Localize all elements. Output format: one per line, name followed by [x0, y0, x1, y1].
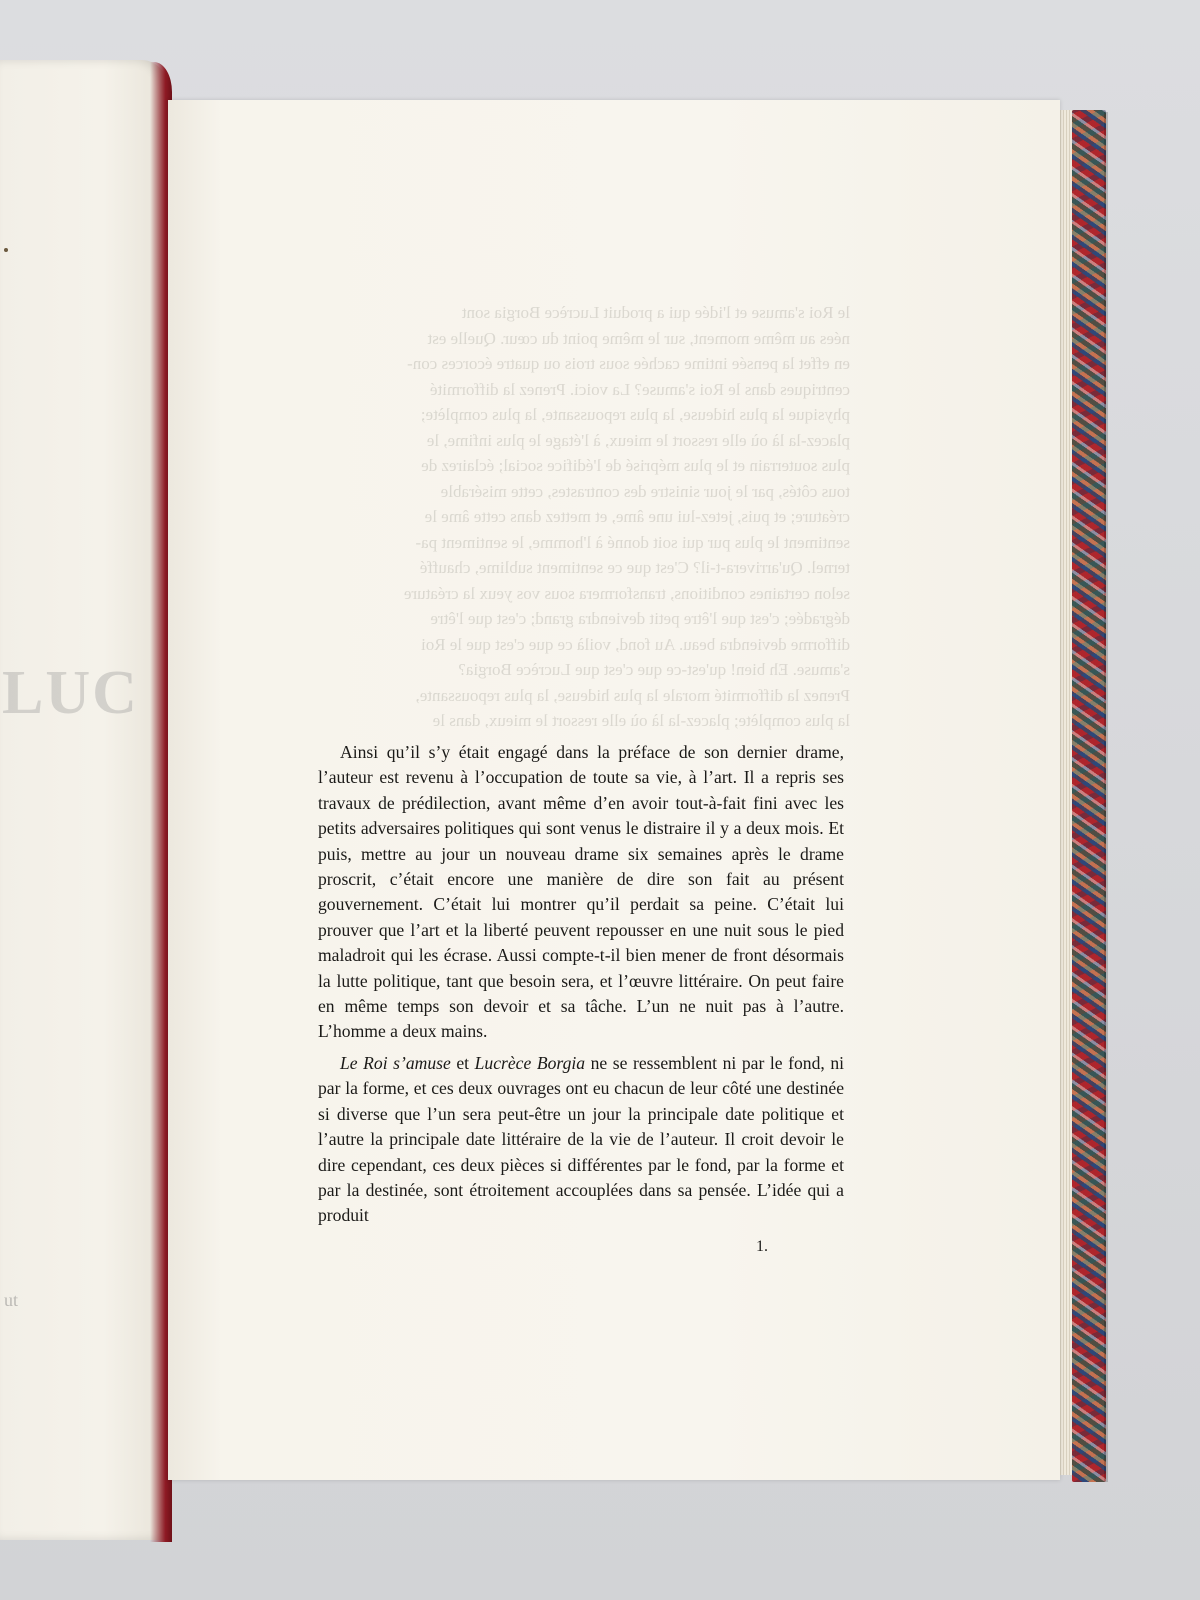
left-page-speck [4, 248, 8, 252]
title-le-roi-samuse: Le Roi s’amuse [340, 1052, 451, 1073]
left-page-ghost-heading: LUC [2, 659, 139, 727]
paragraph-2-rest: ne se ressemblent ni par le fond, ni par la forme, et ces deux ouvrages ont eu chacun de leur côté une destinée si diverse que l’un sera peut-être un jour la principale date politique et l’autre la principale date littéraire de la vie de l’auteur. Il croit devoir le dire cependant, ces deux pièces si différentes par le fond, par la forme et par la destinée, sont étroitement accouplées dans sa pensée. L’idée qui a produit [318, 1052, 845, 1226]
title-lucrece-borgia: Lucrèce Borgia [474, 1052, 586, 1073]
left-page-ghost-mark: ut [4, 1290, 19, 1310]
paragraph-2-and: et [450, 1052, 475, 1073]
signature-mark: 1. [756, 1238, 768, 1255]
marbled-shadow [1104, 112, 1108, 1482]
paragraph-1: Ainsi qu’il s’y était engagé dans la préface de son dernier drame, l’auteur est revenu à l’occupation de toute sa vie, à l’art. Il a repris ses travaux de prédilection, avant même d’en avoir tout-à-fait fini avec les petits adversaires politiques qui sont venus le distraire il y a deux mois. Et puis, mettre au jour un nouveau drame six semaines après le drame proscrit, c’était encore une manière de dire son fait au présent gouvernement. C’était lui montrer qu’il perdait sa peine. C’était lui prouver que l’art et la liberté peuvent repousser en une nuit sous le pied maladroit qui les écrase. Aussi compte-t-il bien mener de front désormais la lutte politique, tant que besoin sera, et l’œuvre littéraire. On peut faire en même temps son devoir et sa tâche. L’un ne nuit pas à l’autre. L’homme a deux mains. [318, 742, 844, 1042]
paragraph-2 [318, 1051, 844, 1229]
marbled-endpaper [1072, 110, 1106, 1482]
left-page [0, 60, 172, 1540]
bleed-through-text: le Roi s'amuse et l'idée qui a produit Lucrèce Borgia sont nées au même moment, sur le même point du cœur. Quelle est en effet la pensée intime cachée sous trois ou quatre écorces con- centriques dans le Roi s'amuse? La voici. Prenez la difformité physique la plus hideuse, la plus repoussante, la plus complète; placez-la là où elle ressort le mieux, à l'étage le plus infime, le plus souterrain et le plus méprisé de l'édifice social; éclairez de tous côtés, par le jour sinistre des contrastes, cette misérable créature; et puis, jetez-lui une âme, et mettez dans cette âme le sentiment le plus pur qui soit donné à l'homme, le sentiment pa- ternel. Qu'arrivera-t-il? C'est que ce sentiment sublime, chauffé selon certaines conditions, transformera sous vos yeux la créature dégradée; c'est que l'être petit deviendra grand; c'est que l'être difforme deviendra beau. Au fond, voilà ce que c'est que le Roi s'amuse. Eh bien! qu'est-ce que c'est que Lucrèce Borgia? Prenez la difformité morale la plus hideuse, la plus repoussante, la plus complète; placez-la là où elle ressort le mieux, dans le [403, 303, 850, 730]
main-text-block [318, 740, 844, 1235]
